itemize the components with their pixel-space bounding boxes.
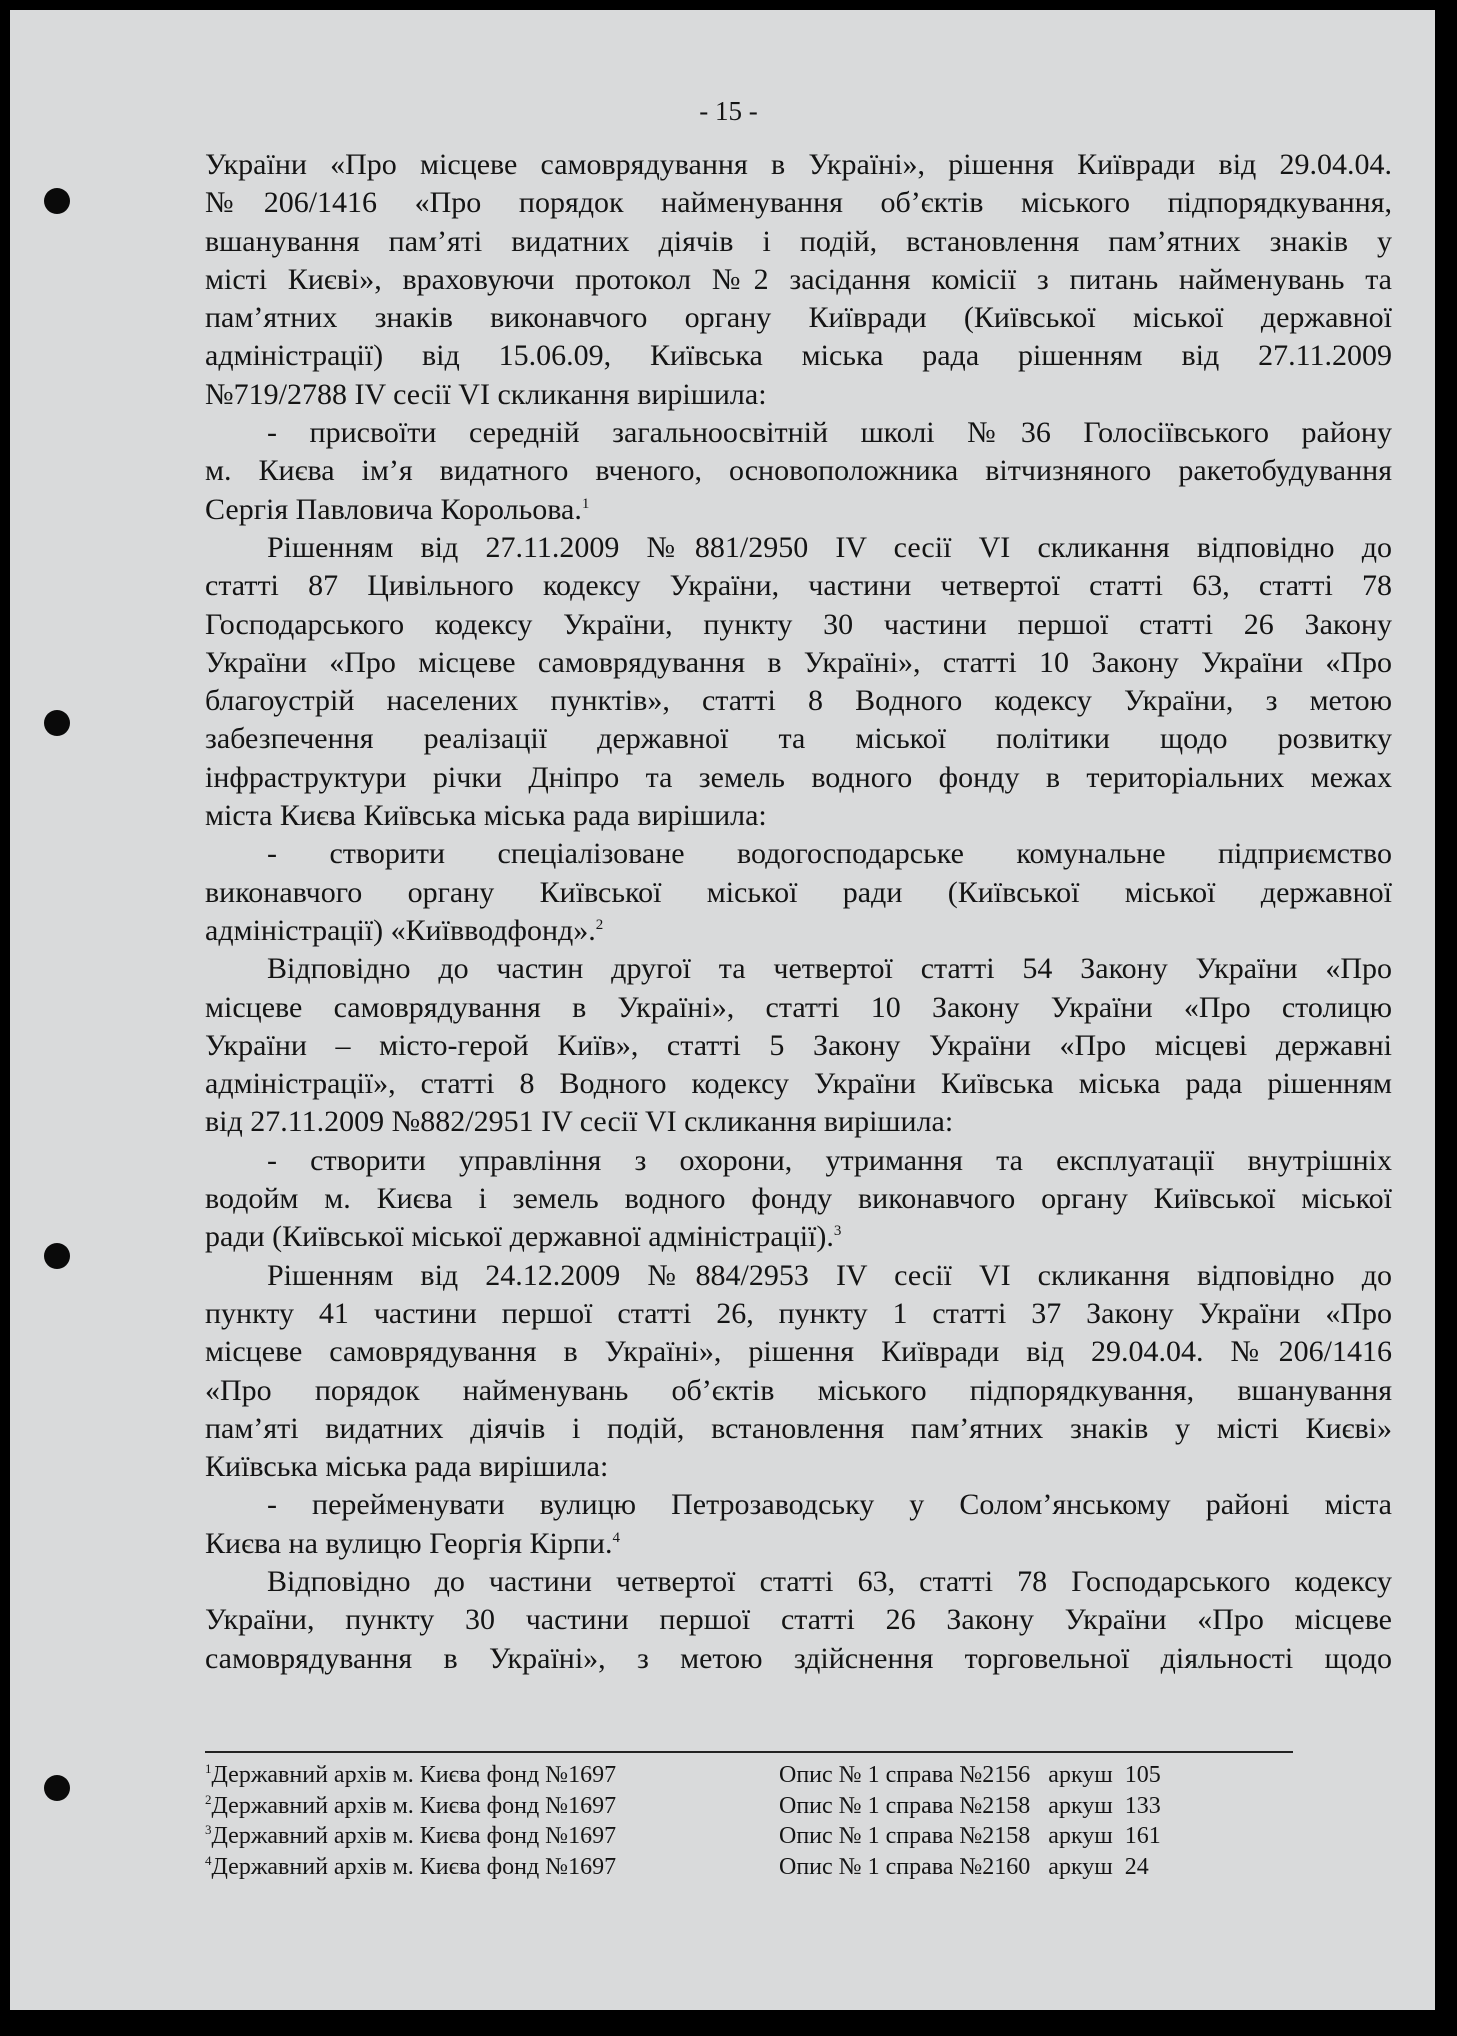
footnote-ref: 2 (595, 916, 604, 933)
footnote-ref: 1 (581, 495, 590, 512)
text-line (205, 337, 1392, 375)
text-line (205, 529, 1392, 567)
text-line (205, 491, 1392, 529)
footnotes (205, 1760, 1305, 1882)
text-line-content: м. Києва ім’я видатного вченого, основоположника вітчизняного ракетобудування (205, 454, 1392, 488)
text-line-content: України – місто-герой Київ», статті 5 Закону України «Про місцеві державні (205, 1028, 1392, 1062)
text-line-content: - перейменувати вулицю Петрозаводську у Солом’янському районі міста (267, 1488, 1392, 1522)
text-line-content: виконавчого органу Київської міської ради (Київської міської державної (205, 875, 1392, 909)
footnote (205, 1852, 1305, 1883)
text-line-content: пункту 41 частини першої статті 26, пункту 1 статті 37 Закону України «Про (205, 1296, 1392, 1330)
footnote-number: 3 (205, 1822, 212, 1837)
text-line-content: адміністрації», статті 8 Водного кодексу України Київська міська рада рішенням (205, 1067, 1392, 1101)
text-line-content: місті Києві», враховуючи протокол №2 засідання комісії з питань найменувань та (205, 262, 1392, 296)
text-line (205, 1372, 1392, 1410)
text-line (205, 1486, 1392, 1524)
text-line (205, 606, 1392, 644)
footnote-number: 2 (205, 1791, 212, 1807)
text-line (205, 1601, 1392, 1639)
text-line-content: статті 87 Цивільного кодексу України, частини четвертої статті 63, статті 78 (205, 569, 1392, 603)
footnote-ref: 4 (612, 1529, 620, 1546)
text-line (205, 1333, 1392, 1371)
text-line-content: Відповідно до частин другої та четвертої статті 54 Закону України «Про (267, 952, 1392, 986)
text-line (205, 989, 1392, 1027)
punch-hole (44, 188, 70, 214)
footnote (205, 1760, 1305, 1791)
text-line-content: України, пункту 30 частини першої статті 26 Закону України «Про місцеве (205, 1603, 1392, 1637)
text-line-content: - створити спеціалізоване водогосподарське комунальне підприємство (267, 837, 1392, 871)
text-line-content: забезпечення реалізації державної та міської політики щодо розвитку (205, 722, 1392, 756)
text-line-content: місцеве самоврядування в Україні», рішення Київради від 29.04.04. №206/1416 (205, 1335, 1392, 1369)
footnote-number: 4 (205, 1852, 212, 1868)
text-line (205, 1065, 1392, 1103)
text-line (205, 1448, 1392, 1486)
text-line (205, 1180, 1392, 1218)
footnote-reference: Опис № 1 справа №2156 аркуш 105 (779, 1762, 1161, 1788)
footnote (205, 1791, 1305, 1822)
text-line (205, 759, 1392, 797)
footnote-source: Державний архів м. Києва фонд №1697 (211, 1853, 617, 1880)
text-line (205, 720, 1392, 758)
text-line (205, 184, 1392, 222)
text-line (205, 1257, 1392, 1295)
footnote-number: 1 (205, 1761, 212, 1776)
text-line (205, 797, 1392, 835)
text-line (205, 1640, 1392, 1678)
footnote-source: Державний архів м. Києва фонд №1697 (211, 1762, 617, 1788)
text-line-content: Києва на вулицю Георгія Кірпи. (205, 1526, 613, 1560)
footnote-reference: Опис № 1 справа №2158 аркуш 133 (779, 1792, 1161, 1819)
text-line-content: Відповідно до частини четвертої статті 63, статті 78 Господарського кодексу (267, 1564, 1392, 1598)
text-line-content: адміністрації) від 15.06.09, Київська міська рада рішенням від 27.11.2009 (205, 339, 1392, 373)
text-line-content: від 27.11.2009 №882/2951 IV сесії VI скликання вирішила: (205, 1105, 954, 1139)
text-line-content: благоустрій населених пунктів», статті 8 Водного кодексу України, з метою (205, 684, 1392, 718)
text-line (205, 414, 1392, 452)
text-line (205, 299, 1392, 337)
text-line (205, 1103, 1392, 1141)
text-line-content: вшанування пам’яті видатних діячів і подій, встановлення пам’ятних знаків у (205, 224, 1392, 258)
text-line-content: - створити управління з охорони, утримання та експлуатації внутрішніх (267, 1143, 1392, 1177)
text-line-content: міста Києва Київська міська рада вирішила: (205, 799, 767, 833)
text-line (205, 950, 1392, 988)
text-line (205, 1525, 1392, 1563)
punch-hole (44, 1243, 70, 1269)
footnote-reference: Опис № 1 справа №2158 аркуш 161 (779, 1823, 1161, 1849)
text-line (205, 146, 1392, 184)
footnote-source: Державний архів м. Києва фонд №1697 (211, 1792, 617, 1819)
text-line-content: - присвоїти середній загальноосвітній школі №36 Голосіївського району (267, 416, 1392, 450)
text-line (205, 912, 1392, 950)
text-line-content: України «Про місцеве самоврядування в Україні», рішення Київради від 29.04.04. (205, 148, 1392, 181)
text-line-content: «Про порядок найменувань об’єктів міського підпорядкування, вшанування (205, 1373, 1392, 1407)
punch-hole (44, 1775, 70, 1801)
text-line-content: Рішенням від 24.12.2009 №884/2953 IV сесії VI скликання відповідно до (267, 1258, 1392, 1292)
text-line (205, 1563, 1392, 1601)
page-number: - 15 - (699, 96, 758, 126)
text-line-content: водойм м. Києва і земель водного фонду виконавчого органу Київської міської (205, 1182, 1392, 1216)
text-line-content: Київська міська рада вирішила: (205, 1450, 609, 1484)
text-line (205, 567, 1392, 605)
text-line-content: пам’яті видатних діячів і подій, встановлення пам’ятних знаків у місті Києві» (205, 1411, 1392, 1445)
footnote-separator (205, 1751, 1293, 1753)
text-line-content: №719/2788 IV сесії VI скликання вирішила: (205, 377, 767, 411)
text-line (205, 1218, 1392, 1256)
footnote (205, 1821, 1305, 1852)
text-line (205, 1295, 1392, 1333)
text-line-content: ради (Київської міської державної адміністрації). (205, 1220, 834, 1254)
text-line-content: пам’ятних знаків виконавчого органу Київради (Київської міської державної (205, 301, 1392, 335)
text-line-content: №206/1416 «Про порядок найменування об’єктів міського підпорядкування, (205, 186, 1392, 220)
text-line-content: Рішенням від 27.11.2009 №881/2950 IV сесії VI скликання відповідно до (267, 530, 1392, 564)
text-line (205, 1142, 1392, 1180)
text-line (205, 835, 1392, 873)
text-line (205, 644, 1392, 682)
text-line (205, 874, 1392, 912)
footnote-ref: 3 (833, 1223, 842, 1240)
text-line-content: Сергія Павловича Корольова. (205, 492, 582, 526)
punch-hole (44, 710, 70, 736)
text-line (205, 261, 1392, 299)
text-line (205, 682, 1392, 720)
footnote-source: Державний архів м. Києва фонд №1697 (211, 1823, 617, 1849)
text-line (205, 1410, 1392, 1448)
body-text (205, 146, 1392, 1678)
text-line-content: України «Про місцеве самоврядування в Україні», статті 10 Закону України «Про (205, 645, 1392, 679)
text-line (205, 223, 1392, 261)
text-line-content: інфраструктури річки Дніпро та земель водного фонду в територіальних межах (205, 760, 1392, 794)
footnote-reference: Опис № 1 справа №2160 аркуш 24 (779, 1853, 1149, 1880)
text-line (205, 1027, 1392, 1065)
text-line-content: самоврядування в Україні», з метою здійснення торговельної діяльності щодо (205, 1641, 1392, 1675)
text-line (205, 376, 1392, 414)
text-line (205, 452, 1392, 490)
text-line-content: адміністрації) «Київводфонд». (205, 913, 596, 947)
text-line-content: Господарського кодексу України, пункту 30 частини першої статті 26 Закону (205, 607, 1392, 641)
text-line-content: місцеве самоврядування в Україні», статті 10 Закону України «Про столицю (205, 990, 1392, 1024)
